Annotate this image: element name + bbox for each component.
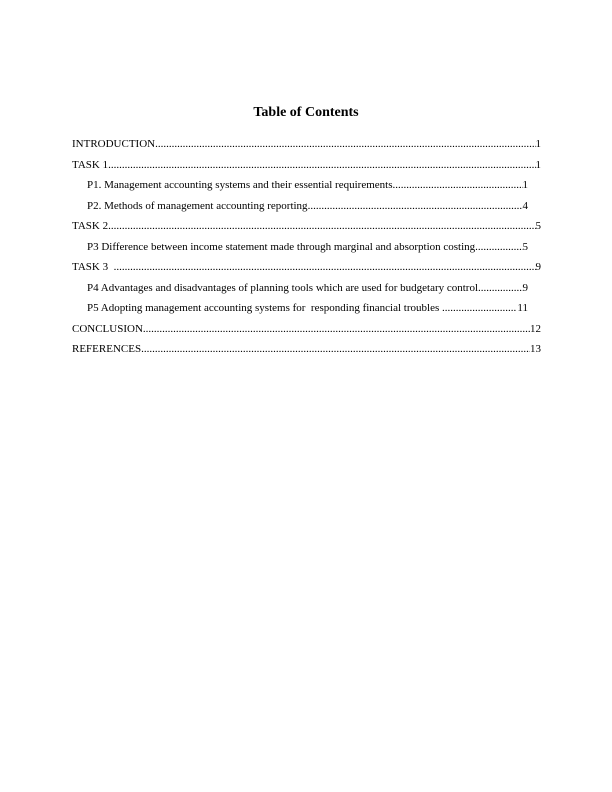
toc-entry-page-number: 9 xyxy=(522,281,528,294)
dot-leader xyxy=(308,196,523,217)
toc-entry-title: CONCLUSION xyxy=(72,322,143,335)
toc-entry-page-number: 12 xyxy=(530,322,541,335)
toc-entry-page-number: 13 xyxy=(530,343,541,355)
toc-entry-p3[interactable] xyxy=(72,237,541,258)
toc-heading: Table of Contents xyxy=(253,105,359,120)
toc-entry-title: P4 Advantages and disadvantages of planning tools which are used for budgetary control xyxy=(87,281,479,294)
dot-leader xyxy=(108,216,535,237)
toc-entry-page-number: 4 xyxy=(522,199,528,212)
dot-leader xyxy=(475,237,522,258)
toc-entry-title: INTRODUCTION xyxy=(72,138,156,150)
toc-entry-references[interactable] xyxy=(72,339,541,360)
dot-leader xyxy=(114,257,536,278)
toc-entry-title: TASK 2 xyxy=(72,220,109,232)
toc-entry-p2[interactable] xyxy=(72,196,541,217)
toc-entry-page-number: 1 xyxy=(522,179,528,191)
toc-entry-title: P3 Difference between income statement made through marginal and absorption costing xyxy=(87,240,476,253)
dot-leader xyxy=(478,278,522,299)
dot-leader xyxy=(108,155,535,176)
toc-list xyxy=(72,134,541,360)
toc-entry-title: REFERENCES xyxy=(72,343,142,355)
toc-entry-page-number: 1 xyxy=(535,138,541,150)
dot-leader xyxy=(143,319,530,340)
toc-entry-introduction[interactable] xyxy=(72,134,541,155)
toc-entry-page-number: 1 xyxy=(535,158,541,171)
toc-entry-p5[interactable] xyxy=(72,298,541,319)
dot-leader xyxy=(155,134,535,155)
toc-entry-title: TASK 1 xyxy=(72,158,109,171)
toc-entry-page-number: 5 xyxy=(522,240,528,253)
toc-entry-conclusion[interactable] xyxy=(72,319,541,340)
dot-leader xyxy=(392,175,522,196)
toc-entry-task-2[interactable] xyxy=(72,216,541,237)
toc-entry-title: TASK 3 xyxy=(72,261,114,273)
dot-leader xyxy=(141,339,530,360)
toc-entry-p4[interactable] xyxy=(72,278,541,299)
toc-entry-page-number: 9 xyxy=(535,261,541,273)
toc-entry-task-1[interactable] xyxy=(72,155,541,176)
toc-entry-page-number: 11 xyxy=(517,302,528,314)
toc-entry-task-3[interactable] xyxy=(72,257,541,278)
toc-entry-title: P1. Management accounting systems and their essential requirements xyxy=(87,179,393,191)
toc-entry-page-number: 5 xyxy=(535,220,541,232)
toc-entry-p1[interactable] xyxy=(72,175,541,196)
dot-leader xyxy=(442,298,517,319)
toc-entry-title: P2. Methods of management accounting reporting xyxy=(87,199,308,212)
toc-entry-title: P5 Adopting management accounting systems for responding financial troubles xyxy=(87,302,442,314)
